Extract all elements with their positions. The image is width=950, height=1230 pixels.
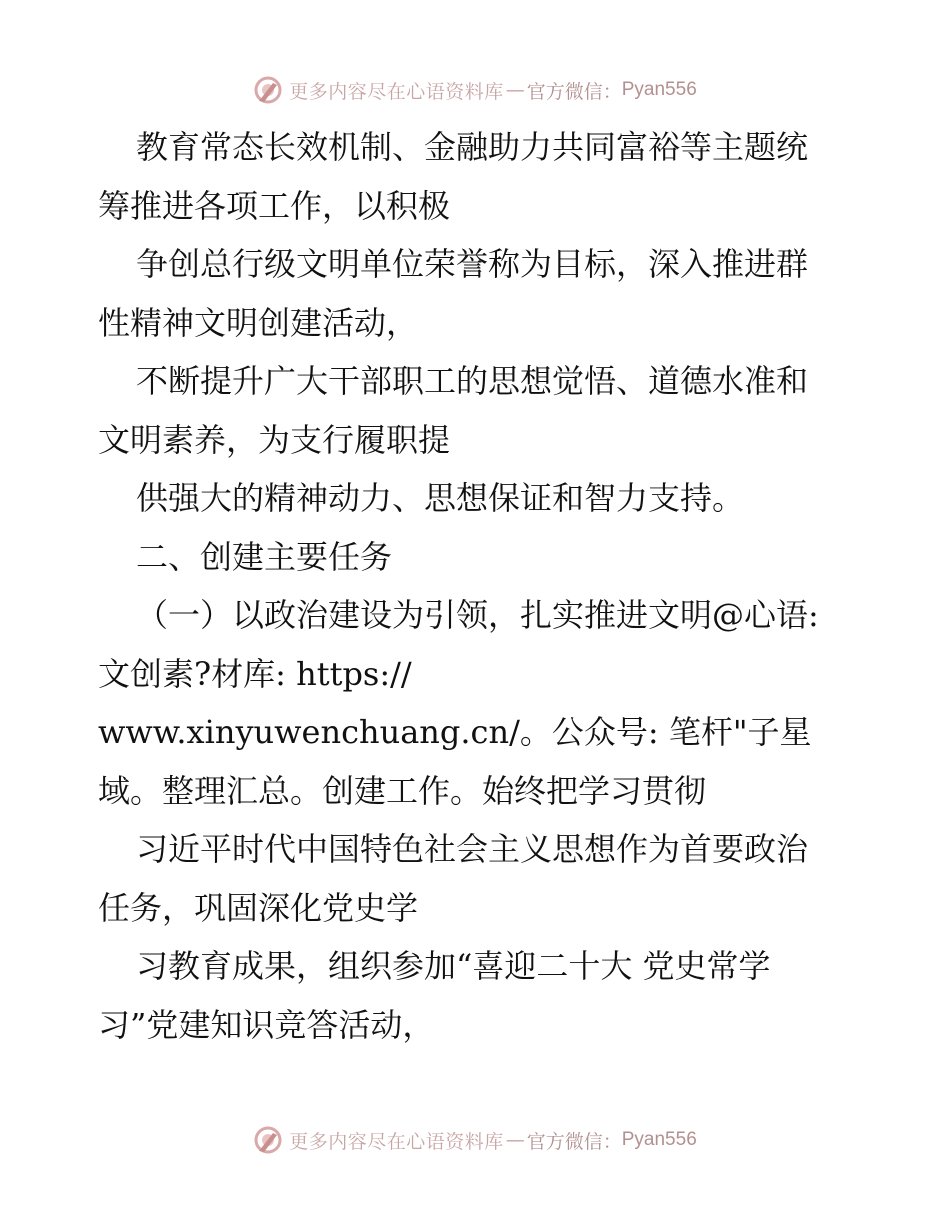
brush-logo-icon xyxy=(253,1125,283,1155)
paragraph-line: 性精神文明创建活动， xyxy=(98,303,419,342)
paragraph-line: www.xinyuwenchuang.cn/。公众号: 笔杆"子星 xyxy=(98,713,812,751)
document-body xyxy=(98,118,868,1054)
banner-wechat-id: Pyan556 xyxy=(621,79,697,100)
banner-wechat-id: Pyan556 xyxy=(621,1129,697,1150)
paragraph-line: 不断提升广大干部职工的思想觉悟、道德水准和 xyxy=(136,362,809,400)
paragraph-line: 域。整理汇总。创建工作。始终把学习贯彻 xyxy=(98,771,707,810)
banner-wechat-label: 官方微信： xyxy=(526,1130,622,1153)
banner-dash: — xyxy=(505,79,525,101)
subsection-heading-line: （一）以政治建设为引领，扎实推进文明@心语: xyxy=(136,596,819,634)
paragraph-line: 任务，巩固深化党史学 xyxy=(98,888,419,927)
paragraph-line: 习近平时代中国特色社会主义思想作为首要政治 xyxy=(136,830,809,868)
header-watermark-banner xyxy=(0,70,950,110)
section-heading: 二、创建主要任务 xyxy=(136,537,393,576)
paragraph-line: 文明素养，为支行履职提 xyxy=(98,420,451,459)
paragraph-line: 供强大的精神动力、思想保证和智力支持。 xyxy=(136,479,745,517)
footer-watermark-banner xyxy=(0,1120,950,1160)
paragraph-line: 习教育成果，组织参加“喜迎二十大 党史常学 xyxy=(136,947,771,985)
banner-main-text: 更多内容尽在心语资料库 xyxy=(289,80,504,103)
paragraph-line: 争创总行级文明单位荣誉称为目标，深入推进群 xyxy=(136,245,809,283)
banner-wechat-label: 官方微信： xyxy=(526,80,622,103)
paragraph-line: 筹推进各项工作，以积极 xyxy=(98,186,451,225)
paragraph-line: 教育常态长效机制、金融助力共同富裕等主题统 xyxy=(136,128,809,166)
paragraph-line: 习”党建知识竞答活动， xyxy=(98,1005,435,1044)
banner-main-text: 更多内容尽在心语资料库 xyxy=(289,1130,504,1153)
brush-logo-icon xyxy=(253,75,283,105)
banner-dash: — xyxy=(505,1129,525,1151)
paragraph-line: 文创素?材库: https:// xyxy=(98,654,412,693)
